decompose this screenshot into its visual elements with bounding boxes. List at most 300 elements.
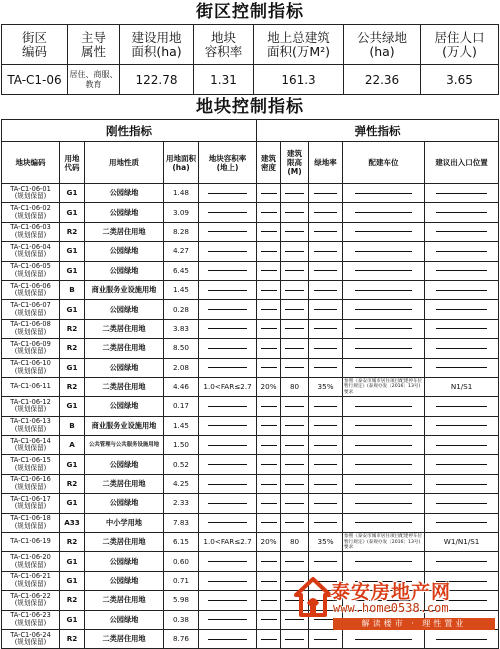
plot-code: TA-C1-06-08 (规划保留) — [2, 319, 60, 338]
plot-header-cell-8: 配建车位 — [343, 142, 425, 184]
building-density: 20% — [257, 533, 281, 552]
plot-far — [199, 397, 257, 416]
land-use-code: A33 — [60, 513, 85, 532]
table-row — [2, 203, 499, 222]
land-use-code: G1 — [60, 494, 85, 513]
green-ratio — [309, 280, 343, 299]
land-use-code: R2 — [60, 319, 85, 338]
land-area: 0.38 — [164, 610, 199, 629]
land-use-name: 公园绿地 — [85, 300, 164, 319]
land-use-name: 公园绿地 — [85, 261, 164, 280]
building-density — [257, 222, 281, 241]
parking-requirement — [343, 242, 425, 261]
dash-mark — [436, 406, 487, 407]
building-density — [257, 436, 281, 455]
dash-mark — [355, 484, 412, 485]
dash-mark — [208, 270, 248, 271]
land-use-name: 二类居住用地 — [85, 591, 164, 610]
building-density — [257, 455, 281, 474]
land-area: 3.09 — [164, 203, 199, 222]
parking-requirement — [343, 280, 425, 299]
table-row — [2, 319, 499, 338]
land-use-name: 商业服务业设施用地 — [85, 416, 164, 435]
green-ratio — [309, 242, 343, 261]
dash-mark — [208, 425, 248, 426]
land-use-name: 公园绿地 — [85, 455, 164, 474]
plot-header-cell-2: 用地性质 — [85, 142, 164, 184]
building-density — [257, 552, 281, 571]
building-density — [257, 474, 281, 493]
height-limit — [281, 474, 309, 493]
building-density — [257, 300, 281, 319]
height-limit: 80 — [281, 377, 309, 396]
dash-mark — [436, 484, 487, 485]
entrance-position — [425, 184, 499, 203]
plot-far — [199, 591, 257, 610]
flexible-indicator-group: 弹性指标 — [257, 120, 499, 142]
land-use-code: G1 — [60, 300, 85, 319]
dash-mark — [208, 484, 248, 485]
green-ratio — [309, 397, 343, 416]
entrance-position — [425, 319, 499, 338]
entrance-position — [425, 280, 499, 299]
land-use-code: G1 — [60, 571, 85, 590]
green-ratio — [309, 513, 343, 532]
table-row — [2, 436, 499, 455]
land-area: 4.46 — [164, 377, 199, 396]
entrance-position — [425, 474, 499, 493]
height-limit — [281, 222, 309, 241]
dash-mark — [208, 522, 248, 523]
dash-mark — [261, 464, 277, 465]
entrance-position — [425, 436, 499, 455]
plot-code: TA-C1-06-03 (规划保留) — [2, 222, 60, 241]
land-area: 0.28 — [164, 300, 199, 319]
dash-mark — [261, 270, 277, 271]
dash-mark — [355, 309, 412, 310]
table-row — [2, 474, 499, 493]
land-area: 0.71 — [164, 571, 199, 590]
dash-mark — [261, 600, 277, 601]
dash-mark — [261, 251, 277, 252]
parking-requirement — [343, 436, 425, 455]
height-limit — [281, 339, 309, 358]
height-limit: 80 — [281, 533, 309, 552]
land-use-code: R2 — [60, 629, 85, 648]
height-limit — [281, 242, 309, 261]
street-header-cell-0: 街区 编码 — [2, 25, 68, 65]
land-area: 4.25 — [164, 474, 199, 493]
dash-mark — [436, 231, 487, 232]
table-row — [2, 280, 499, 299]
land-area: 4.27 — [164, 242, 199, 261]
dash-mark — [436, 328, 487, 329]
land-use-name: 二类居住用地 — [85, 629, 164, 648]
dash-mark — [436, 367, 487, 368]
dash-mark — [436, 290, 487, 291]
land-use-code: R2 — [60, 533, 85, 552]
land-use-name: 公园绿地 — [85, 358, 164, 377]
dash-mark — [355, 445, 412, 446]
entrance-position — [425, 494, 499, 513]
plot-code: TA-C1-06-01 (规划保留) — [2, 184, 60, 203]
street-header-cell-2: 建设用地 面积(ha) — [120, 25, 194, 65]
dash-mark — [314, 193, 337, 194]
height-limit — [281, 552, 309, 571]
parking-requirement — [343, 455, 425, 474]
entrance-position: N1/S1 — [425, 377, 499, 396]
dash-mark — [285, 639, 304, 640]
land-use-name: 公共管理与公共服务设施用地 — [85, 436, 164, 455]
green-ratio: 35% — [309, 377, 343, 396]
land-use-name: 公园绿地 — [85, 397, 164, 416]
plot-code: TA-C1-06-05 (规划保留) — [2, 261, 60, 280]
dash-mark — [261, 309, 277, 310]
dash-mark — [285, 367, 304, 368]
plot-code: TA-C1-06-10 (规划保留) — [2, 358, 60, 377]
land-use-code: G1 — [60, 358, 85, 377]
green-ratio — [309, 416, 343, 435]
land-area: 1.50 — [164, 436, 199, 455]
dash-mark — [261, 231, 277, 232]
land-area: 5.98 — [164, 591, 199, 610]
plot-code: TA-C1-06-20 (规划保留) — [2, 552, 60, 571]
table-row — [2, 513, 499, 532]
table-row — [2, 533, 499, 552]
watermark-site-name: 泰安房地产网 — [331, 581, 452, 603]
building-density — [257, 339, 281, 358]
dash-mark — [208, 193, 248, 194]
land-use-code: R2 — [60, 474, 85, 493]
plot-far — [199, 455, 257, 474]
dash-mark — [261, 445, 277, 446]
dash-mark — [314, 503, 337, 504]
land-use-name: 二类居住用地 — [85, 319, 164, 338]
entrance-position — [425, 242, 499, 261]
street-value-cell-5: 22.36 — [344, 65, 421, 95]
land-area: 2.08 — [164, 358, 199, 377]
plot-far — [199, 300, 257, 319]
table-row — [2, 358, 499, 377]
plot-far: 1.0<FAR≤2.7 — [199, 377, 257, 396]
parking-requirement — [343, 184, 425, 203]
dash-mark — [314, 561, 337, 562]
building-density — [257, 397, 281, 416]
dash-mark — [285, 193, 304, 194]
dash-mark — [314, 251, 337, 252]
dash-mark — [436, 464, 487, 465]
street-header-cell-1: 主导 属性 — [68, 25, 120, 65]
plot-header-cell-4: 地块容积率 (地上) — [199, 142, 257, 184]
plot-far — [199, 242, 257, 261]
entrance-position — [425, 552, 499, 571]
building-density — [257, 610, 281, 629]
table-row — [2, 416, 499, 435]
table-row — [2, 300, 499, 319]
plot-code: TA-C1-06-02 (规划保留) — [2, 203, 60, 222]
land-use-code: R2 — [60, 222, 85, 241]
building-density — [257, 358, 281, 377]
plot-far — [199, 358, 257, 377]
plot-far — [199, 629, 257, 648]
parking-requirement — [343, 552, 425, 571]
land-use-name: 二类居住用地 — [85, 339, 164, 358]
height-limit — [281, 358, 309, 377]
parking-requirement — [343, 474, 425, 493]
height-limit — [281, 455, 309, 474]
land-area: 8.76 — [164, 629, 199, 648]
land-use-name: 商业服务业设施用地 — [85, 280, 164, 299]
rigid-indicator-group: 刚性指标 — [2, 120, 257, 142]
height-limit — [281, 319, 309, 338]
dash-mark — [436, 639, 487, 640]
building-density — [257, 280, 281, 299]
land-use-name: 公园绿地 — [85, 494, 164, 513]
land-area: 6.15 — [164, 533, 199, 552]
dash-mark — [314, 425, 337, 426]
land-area: 2.33 — [164, 494, 199, 513]
dash-mark — [208, 445, 248, 446]
table-row — [2, 397, 499, 416]
street-header-cell-3: 地块 容积率 — [194, 25, 254, 65]
dash-mark — [355, 290, 412, 291]
plot-far — [199, 436, 257, 455]
land-area: 6.45 — [164, 261, 199, 280]
dash-mark — [355, 231, 412, 232]
dash-mark — [436, 425, 487, 426]
dash-mark — [208, 328, 248, 329]
dash-mark — [355, 193, 412, 194]
dash-mark — [285, 484, 304, 485]
green-ratio — [309, 552, 343, 571]
height-limit — [281, 397, 309, 416]
street-header-cell-4: 地上总建筑 面积(万M²) — [254, 25, 344, 65]
dash-mark — [261, 328, 277, 329]
dash-mark — [314, 212, 337, 213]
plot-code: TA-C1-06-13 (规划保留) — [2, 416, 60, 435]
plot-code: TA-C1-06-11 — [2, 377, 60, 396]
plot-code: TA-C1-06-17 (规划保留) — [2, 494, 60, 513]
dash-mark — [355, 406, 412, 407]
plot-far — [199, 261, 257, 280]
dash-mark — [285, 231, 304, 232]
street-value-cell-3: 1.31 — [194, 65, 254, 95]
plot-code: TA-C1-06-04 (规划保留) — [2, 242, 60, 261]
dash-mark — [285, 445, 304, 446]
parking-requirement — [343, 416, 425, 435]
land-use-code: G1 — [60, 455, 85, 474]
height-limit — [281, 184, 309, 203]
plot-far — [199, 222, 257, 241]
land-use-code: G1 — [60, 203, 85, 222]
plot-header-cell-6: 建筑 限高(M) — [281, 142, 309, 184]
dash-mark — [208, 464, 248, 465]
plot-code: TA-C1-06-14 (规划保留) — [2, 436, 60, 455]
plot-far — [199, 513, 257, 532]
green-ratio — [309, 184, 343, 203]
entrance-position — [425, 203, 499, 222]
watermark — [293, 575, 498, 633]
dash-mark — [261, 367, 277, 368]
plot-code: TA-C1-06-23 (规划保留) — [2, 610, 60, 629]
dash-mark — [208, 503, 248, 504]
dash-mark — [208, 212, 248, 213]
watermark-url: www.home0538.com — [333, 601, 449, 615]
plot-header-cell-7: 绿地率 — [309, 142, 343, 184]
parking-requirement — [343, 300, 425, 319]
dash-mark — [208, 639, 248, 640]
table-row — [2, 339, 499, 358]
dash-mark — [285, 522, 304, 523]
entrance-position — [425, 300, 499, 319]
plot-code: TA-C1-06-12 (规划保留) — [2, 397, 60, 416]
plot-header-cell-9: 建议出入口位置 — [425, 142, 499, 184]
land-use-name: 公园绿地 — [85, 610, 164, 629]
land-use-name: 二类居住用地 — [85, 474, 164, 493]
parking-requirement — [343, 222, 425, 241]
plot-group-row — [2, 120, 499, 142]
dash-mark — [314, 445, 337, 446]
building-density — [257, 513, 281, 532]
plot-code: TA-C1-06-07 (规划保留) — [2, 300, 60, 319]
street-header-cell-6: 居住人口 (万人) — [421, 25, 499, 65]
plot-far — [199, 319, 257, 338]
dash-mark — [355, 270, 412, 271]
parking-requirement — [343, 203, 425, 222]
green-ratio — [309, 436, 343, 455]
table-row — [2, 494, 499, 513]
parking-requirement — [343, 319, 425, 338]
green-ratio — [309, 319, 343, 338]
dash-mark — [261, 639, 277, 640]
parking-requirement — [343, 261, 425, 280]
land-use-code: B — [60, 280, 85, 299]
table-row — [2, 261, 499, 280]
plot-header-cell-3: 用地面积 (ha) — [164, 142, 199, 184]
dash-mark — [208, 251, 248, 252]
parking-requirement — [343, 513, 425, 532]
land-use-name: 公园绿地 — [85, 571, 164, 590]
green-ratio — [309, 474, 343, 493]
land-use-code: G1 — [60, 610, 85, 629]
dash-mark — [355, 251, 412, 252]
dash-mark — [314, 639, 337, 640]
green-ratio — [309, 300, 343, 319]
green-ratio: 35% — [309, 533, 343, 552]
plot-code: TA-C1-06-24 (规划保留) — [2, 629, 60, 648]
table-row — [2, 455, 499, 474]
dash-mark — [285, 328, 304, 329]
land-area: 0.17 — [164, 397, 199, 416]
parking-requirement — [343, 339, 425, 358]
land-area: 8.28 — [164, 222, 199, 241]
land-use-name: 公园绿地 — [85, 184, 164, 203]
height-limit — [281, 280, 309, 299]
height-limit — [281, 416, 309, 435]
land-use-name: 公园绿地 — [85, 552, 164, 571]
entrance-position — [425, 455, 499, 474]
building-density — [257, 494, 281, 513]
table-row — [2, 222, 499, 241]
green-ratio — [309, 494, 343, 513]
dash-mark — [314, 367, 337, 368]
land-area: 3.83 — [164, 319, 199, 338]
land-use-name: 二类居住用地 — [85, 377, 164, 396]
building-density — [257, 571, 281, 590]
land-area: 7.83 — [164, 513, 199, 532]
land-use-name: 二类居住用地 — [85, 533, 164, 552]
dash-mark — [285, 503, 304, 504]
dash-mark — [314, 464, 337, 465]
building-density — [257, 416, 281, 435]
dash-mark — [436, 309, 487, 310]
table-row — [2, 184, 499, 203]
green-ratio — [309, 222, 343, 241]
plot-far — [199, 339, 257, 358]
plot-code: TA-C1-06-19 — [2, 533, 60, 552]
dash-mark — [261, 212, 277, 213]
dash-mark — [261, 522, 277, 523]
dash-mark — [285, 270, 304, 271]
dash-mark — [285, 406, 304, 407]
dash-mark — [314, 406, 337, 407]
dash-mark — [314, 231, 337, 232]
dash-mark — [285, 561, 304, 562]
plot-far — [199, 552, 257, 571]
building-density — [257, 203, 281, 222]
land-use-code: G1 — [60, 397, 85, 416]
dash-mark — [314, 290, 337, 291]
dash-mark — [208, 406, 248, 407]
plot-far — [199, 280, 257, 299]
plot-far — [199, 494, 257, 513]
table-row — [2, 242, 499, 261]
land-use-code: G1 — [60, 552, 85, 571]
table-row — [2, 377, 499, 396]
plot-far — [199, 474, 257, 493]
dash-mark — [261, 484, 277, 485]
dash-mark — [314, 348, 337, 349]
entrance-position — [425, 358, 499, 377]
entrance-position — [425, 416, 499, 435]
street-control-title: 街区控制指标 — [196, 2, 304, 22]
table-row — [2, 552, 499, 571]
parking-requirement: 参照《泰安市城市居住项目配建停车位暂行规定》(泰规办发〔2016〕13号)要求 — [343, 533, 425, 552]
dash-mark — [261, 619, 277, 620]
parking-requirement: 参照《泰安市城市居住项目配建停车位暂行规定》(泰规办发〔2016〕13号)要求 — [343, 377, 425, 396]
plot-code: TA-C1-06-18 (规划保留) — [2, 513, 60, 532]
parking-requirement — [343, 397, 425, 416]
dash-mark — [208, 619, 248, 620]
plot-far — [199, 571, 257, 590]
land-use-code: A — [60, 436, 85, 455]
plot-header-cell-1: 用地 代码 — [60, 142, 85, 184]
plot-header-cell-0: 地块编码 — [2, 142, 60, 184]
building-density — [257, 591, 281, 610]
dash-mark — [436, 270, 487, 271]
land-area: 8.50 — [164, 339, 199, 358]
land-area: 1.45 — [164, 280, 199, 299]
parking-requirement — [343, 358, 425, 377]
dash-mark — [355, 503, 412, 504]
street-header-row — [2, 25, 499, 65]
building-density — [257, 184, 281, 203]
dash-mark — [261, 581, 277, 582]
street-value-cell-1: 居住、商服、教育 — [68, 65, 120, 95]
dash-mark — [355, 522, 412, 523]
dash-mark — [261, 503, 277, 504]
dash-mark — [314, 484, 337, 485]
